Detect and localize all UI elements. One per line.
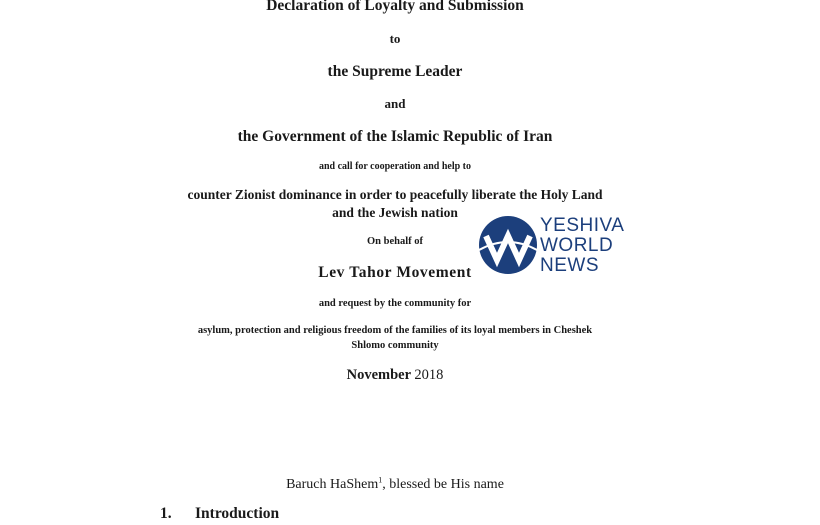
declaration-title: Declaration of Loyalty and Submission: [266, 0, 524, 14]
and-line: and: [384, 96, 406, 111]
government-line: the Government of the Islamic Republic of Iran: [237, 128, 553, 145]
request-line: and request by the community for: [318, 298, 472, 309]
nation-line: and the Jewish nation: [332, 205, 458, 220]
baruch-text: Baruch HaShem: [286, 477, 379, 492]
watermark-line-2: WORLD: [540, 235, 614, 256]
footnote-marker: 1: [378, 475, 383, 485]
movement-name: Lev Tahor Movement: [318, 264, 472, 281]
yeshiva-world-news-watermark: [477, 212, 647, 278]
to-line: to: [389, 31, 401, 46]
date-year: 2018: [414, 367, 444, 383]
section-number: 1.: [160, 505, 172, 522]
watermark-line-3: NEWS: [540, 255, 599, 276]
watermark-text: [540, 216, 624, 276]
counter-line: counter Zionist dominance in order to peacefully liberate the Holy Land: [187, 187, 603, 202]
asylum-line-2: Shlomo community: [351, 340, 439, 351]
watermark-line-1: YESHIVA: [540, 215, 625, 236]
call-line: and call for cooperation and help to: [318, 161, 472, 172]
asylum-line-1: asylum, protection and religious freedom of the families of its loyal members in Cheshek: [197, 325, 593, 336]
baruch-line: [0, 477, 790, 493]
supreme-leader-line: the Supreme Leader: [327, 63, 463, 80]
date-line: [0, 367, 790, 384]
yeshiva-world-news-logo-icon: [477, 214, 539, 276]
baruch-suffix: , blessed be His name: [382, 477, 504, 492]
on-behalf-line: On behalf of: [366, 236, 423, 247]
date-month: November: [346, 367, 411, 383]
section-heading: [160, 505, 279, 523]
section-title: Introduction: [195, 505, 280, 522]
